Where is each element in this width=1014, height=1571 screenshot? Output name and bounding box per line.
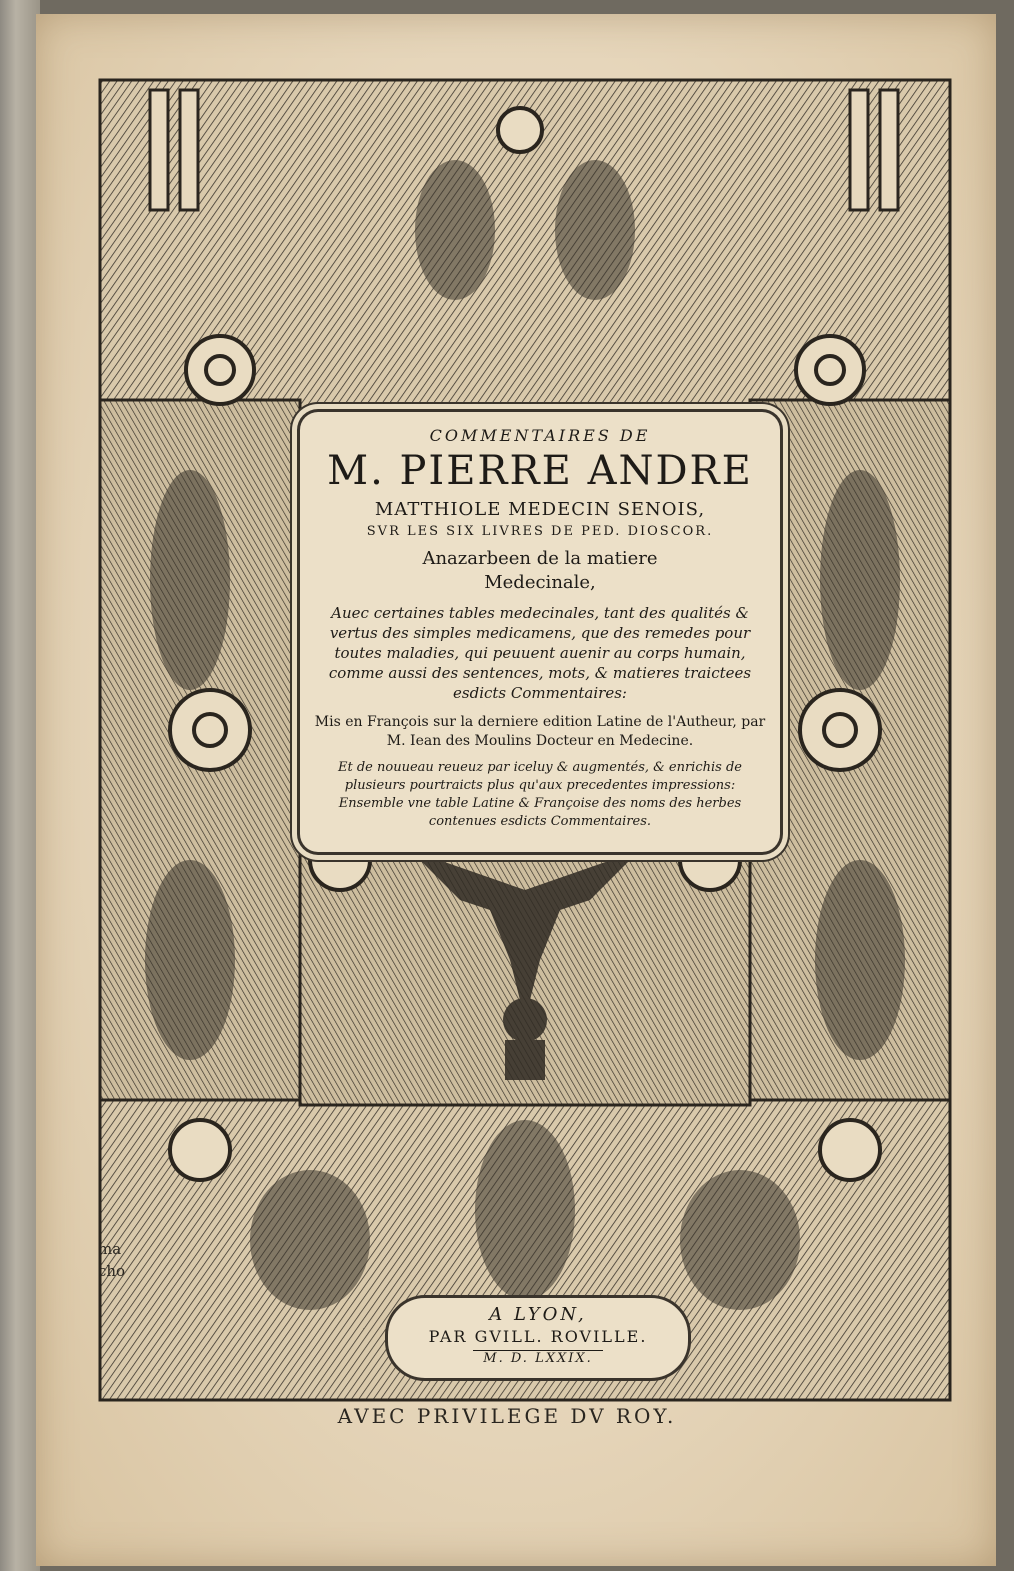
title-line-matthiole: MATTHIOLE MEDECIN SENOIS, — [374, 499, 706, 520]
title-line-anazarbeen: Anazarbeen de la matiere — [422, 548, 658, 569]
imprint-year: M. D. LXXIX. — [473, 1350, 602, 1366]
title-line-commentaires: COMMENTAIRES DE — [429, 426, 651, 445]
title-line-dioscor: SVR LES SIX LIVRES DE PED. DIOSCOR. — [366, 524, 714, 539]
imprint-printer: PAR GVILL. ROVILLE. — [428, 1327, 648, 1346]
title-author-name: M. PIERRE ANDRE — [327, 448, 753, 494]
title-line-medecinale: Medecinale, — [484, 572, 596, 593]
privilege-line: AVEC PRIVILEGE DV ROY. — [337, 1404, 677, 1428]
imprint-place: A LYON, — [489, 1304, 587, 1325]
margin-fragment-text: ma cho — [98, 1240, 126, 1280]
title-revision-note: Et de nouueau reueuz par iceluy & augmentés, & enrichis de plusieurs pourtraicts plus qu'aux precedentes impressions: Ensemble vne table Latine & Françoise des noms des herbes contenues esdicts Commentaires. — [338, 760, 742, 829]
title-text-block — [300, 420, 780, 831]
title-description: Auec certaines tables medecinales, tant des qualités & vertus des simples medicamens, que des remedes pour toutes maladies, qui peuuent auenir au corps humain, comme aussi des sentences, mots, & matieres traictees esdicts Commentaires: — [328, 604, 752, 702]
imprint-cartouche — [385, 1295, 691, 1381]
book-binding-edge — [0, 0, 40, 1571]
title-translation-note: Mis en François sur la derniere edition Latine de l'Autheur, par M. Iean des Moulins Docteur en Medecine. — [314, 714, 766, 749]
